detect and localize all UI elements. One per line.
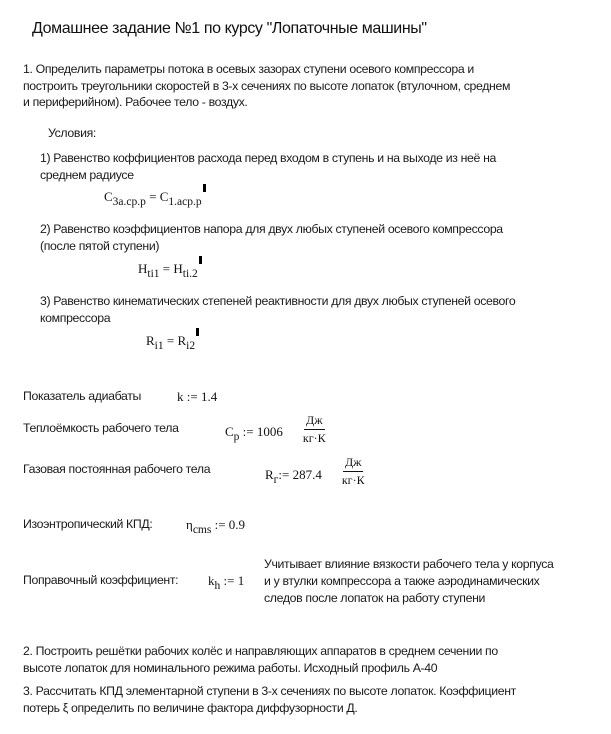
param-value: 287.4 xyxy=(292,466,322,482)
formula-lhs: C xyxy=(104,189,113,204)
param-gas-constant[interactable] xyxy=(265,455,365,488)
condition-1-text xyxy=(40,150,496,183)
condition-1-formula[interactable] xyxy=(104,189,206,208)
param-label-gas-constant: Газовая постоянная рабочего тела xyxy=(23,462,211,476)
document-title: Домашнее задание №1 по курсу "Лопаточные машины" xyxy=(32,20,427,37)
param-heat-capacity[interactable] xyxy=(225,413,326,446)
task-1-line: 1. Определить параметры потока в осевых зазорах ступени осевого компрессора и xyxy=(23,62,474,76)
param-label-heat-capacity: Теплоёмкость рабочего тела xyxy=(23,421,179,435)
task-1-line: построить треугольники скоростей в 3-х сечениях по высоте лопаток (втулочном, среднем xyxy=(23,78,511,93)
condition-line: среднем радиусе xyxy=(40,167,134,182)
param-symbol: k xyxy=(177,389,184,404)
unit-denominator: кг·К xyxy=(341,473,365,487)
param-symbol-subscript: h xyxy=(214,580,221,592)
formula-rhs: C xyxy=(159,189,169,204)
param-assign: := xyxy=(242,423,254,439)
formula-rhs-subscript: ti.2 xyxy=(182,268,198,280)
param-correction-factor[interactable] xyxy=(208,573,245,592)
formula-rhs-subscript: i2 xyxy=(186,340,196,352)
formula-rhs-subscript: 1.acp.p xyxy=(168,196,202,208)
condition-line: 2) Равенство коэффициентов напора для двух любых ступеней осевого компрессора xyxy=(40,222,503,236)
param-symbol: k xyxy=(208,573,215,588)
param-assign: := xyxy=(223,573,235,588)
condition-line: 1) Равенство коффициентов расхода перед входом в ступень и на выходе из неё на xyxy=(40,151,497,165)
param-unit xyxy=(342,455,365,488)
formula-lhs-subscript: 3a.cp.p xyxy=(112,196,146,208)
formula-lhs: H xyxy=(138,261,148,276)
task-3-line: потерь ξ определить по величине фактора диффузорности Д. xyxy=(23,700,358,715)
formula-operator: = xyxy=(149,189,157,204)
param-value: 1 xyxy=(237,573,245,588)
param-symbol-subscript: г xyxy=(273,473,279,486)
note-line: Учитывает влияние вязкости рабочего тела у корпуса xyxy=(264,557,554,571)
condition-line: 3) Равенство кинематических степеней реактивности для двух любых ступеней осевого xyxy=(40,294,516,308)
param-isentropic-efficiency[interactable] xyxy=(186,517,246,536)
formula-rhs: H xyxy=(173,261,183,276)
task-1-line: и периферийном). Рабочее тело - воздух. xyxy=(23,95,248,109)
unit-denominator: кг·К xyxy=(302,431,326,445)
param-unit xyxy=(303,413,326,446)
param-value: 1.4 xyxy=(200,389,218,404)
formula-lhs-subscript: i1 xyxy=(154,340,164,352)
note-line: следов после лопаток на работу ступени xyxy=(264,591,486,605)
text-cursor-icon xyxy=(199,256,202,264)
task-3-line: 3. Рассчитать КПД элементарной ступени в 3-х сечениях по высоте лопаток. Коэффициент xyxy=(23,684,516,698)
param-assign: := xyxy=(278,466,290,482)
task-2-text xyxy=(23,643,498,676)
condition-line: компрессора xyxy=(40,310,111,325)
param-symbol: C xyxy=(225,423,234,439)
conditions-label: Условия: xyxy=(48,126,96,140)
condition-3-text xyxy=(40,293,515,326)
param-symbol-subscript: cms xyxy=(192,524,212,536)
unit-numerator: Дж xyxy=(304,413,324,430)
param-assign: := xyxy=(214,517,226,532)
param-value: 1006 xyxy=(256,423,283,439)
param-label-adiabatic-index: Показатель адиабаты xyxy=(23,389,142,403)
param-adiabatic-index[interactable] xyxy=(177,389,217,405)
task-3-text xyxy=(23,683,516,716)
note-line: и у втулки компрессора а также аэродинамических xyxy=(264,574,540,588)
unit-numerator: Дж xyxy=(343,455,363,472)
condition-2-formula[interactable] xyxy=(138,261,202,280)
formula-operator: = xyxy=(166,333,175,348)
task-1-text xyxy=(23,61,510,111)
formula-lhs: R xyxy=(146,333,155,348)
param-label-isentropic-efficiency: Изоэнтропический КПД: xyxy=(23,517,153,531)
task-2-line: высоте лопаток для номинального режима работы. Исходный профиль А-40 xyxy=(23,660,438,675)
param-value: 0.9 xyxy=(228,517,246,532)
condition-2-text xyxy=(40,221,503,254)
formula-operator: = xyxy=(162,261,171,276)
param-symbol: R xyxy=(265,466,274,482)
text-cursor-icon xyxy=(203,184,206,192)
task-2-line: 2. Построить решётки рабочих колёс и направляющих аппаратов в среднем сечении по xyxy=(23,644,498,658)
text-cursor-icon xyxy=(196,328,199,336)
formula-rhs: R xyxy=(177,333,187,348)
condition-line: (после пятой ступени) xyxy=(40,238,160,253)
param-symbol: η xyxy=(186,517,193,532)
condition-3-formula[interactable] xyxy=(146,333,199,352)
formula-lhs-subscript: ti1 xyxy=(147,268,160,280)
param-symbol-subscript: p xyxy=(233,430,240,443)
correction-note xyxy=(264,556,554,607)
param-label-correction-factor: Поправочный коэффициент: xyxy=(23,573,179,587)
param-assign: := xyxy=(186,389,198,404)
